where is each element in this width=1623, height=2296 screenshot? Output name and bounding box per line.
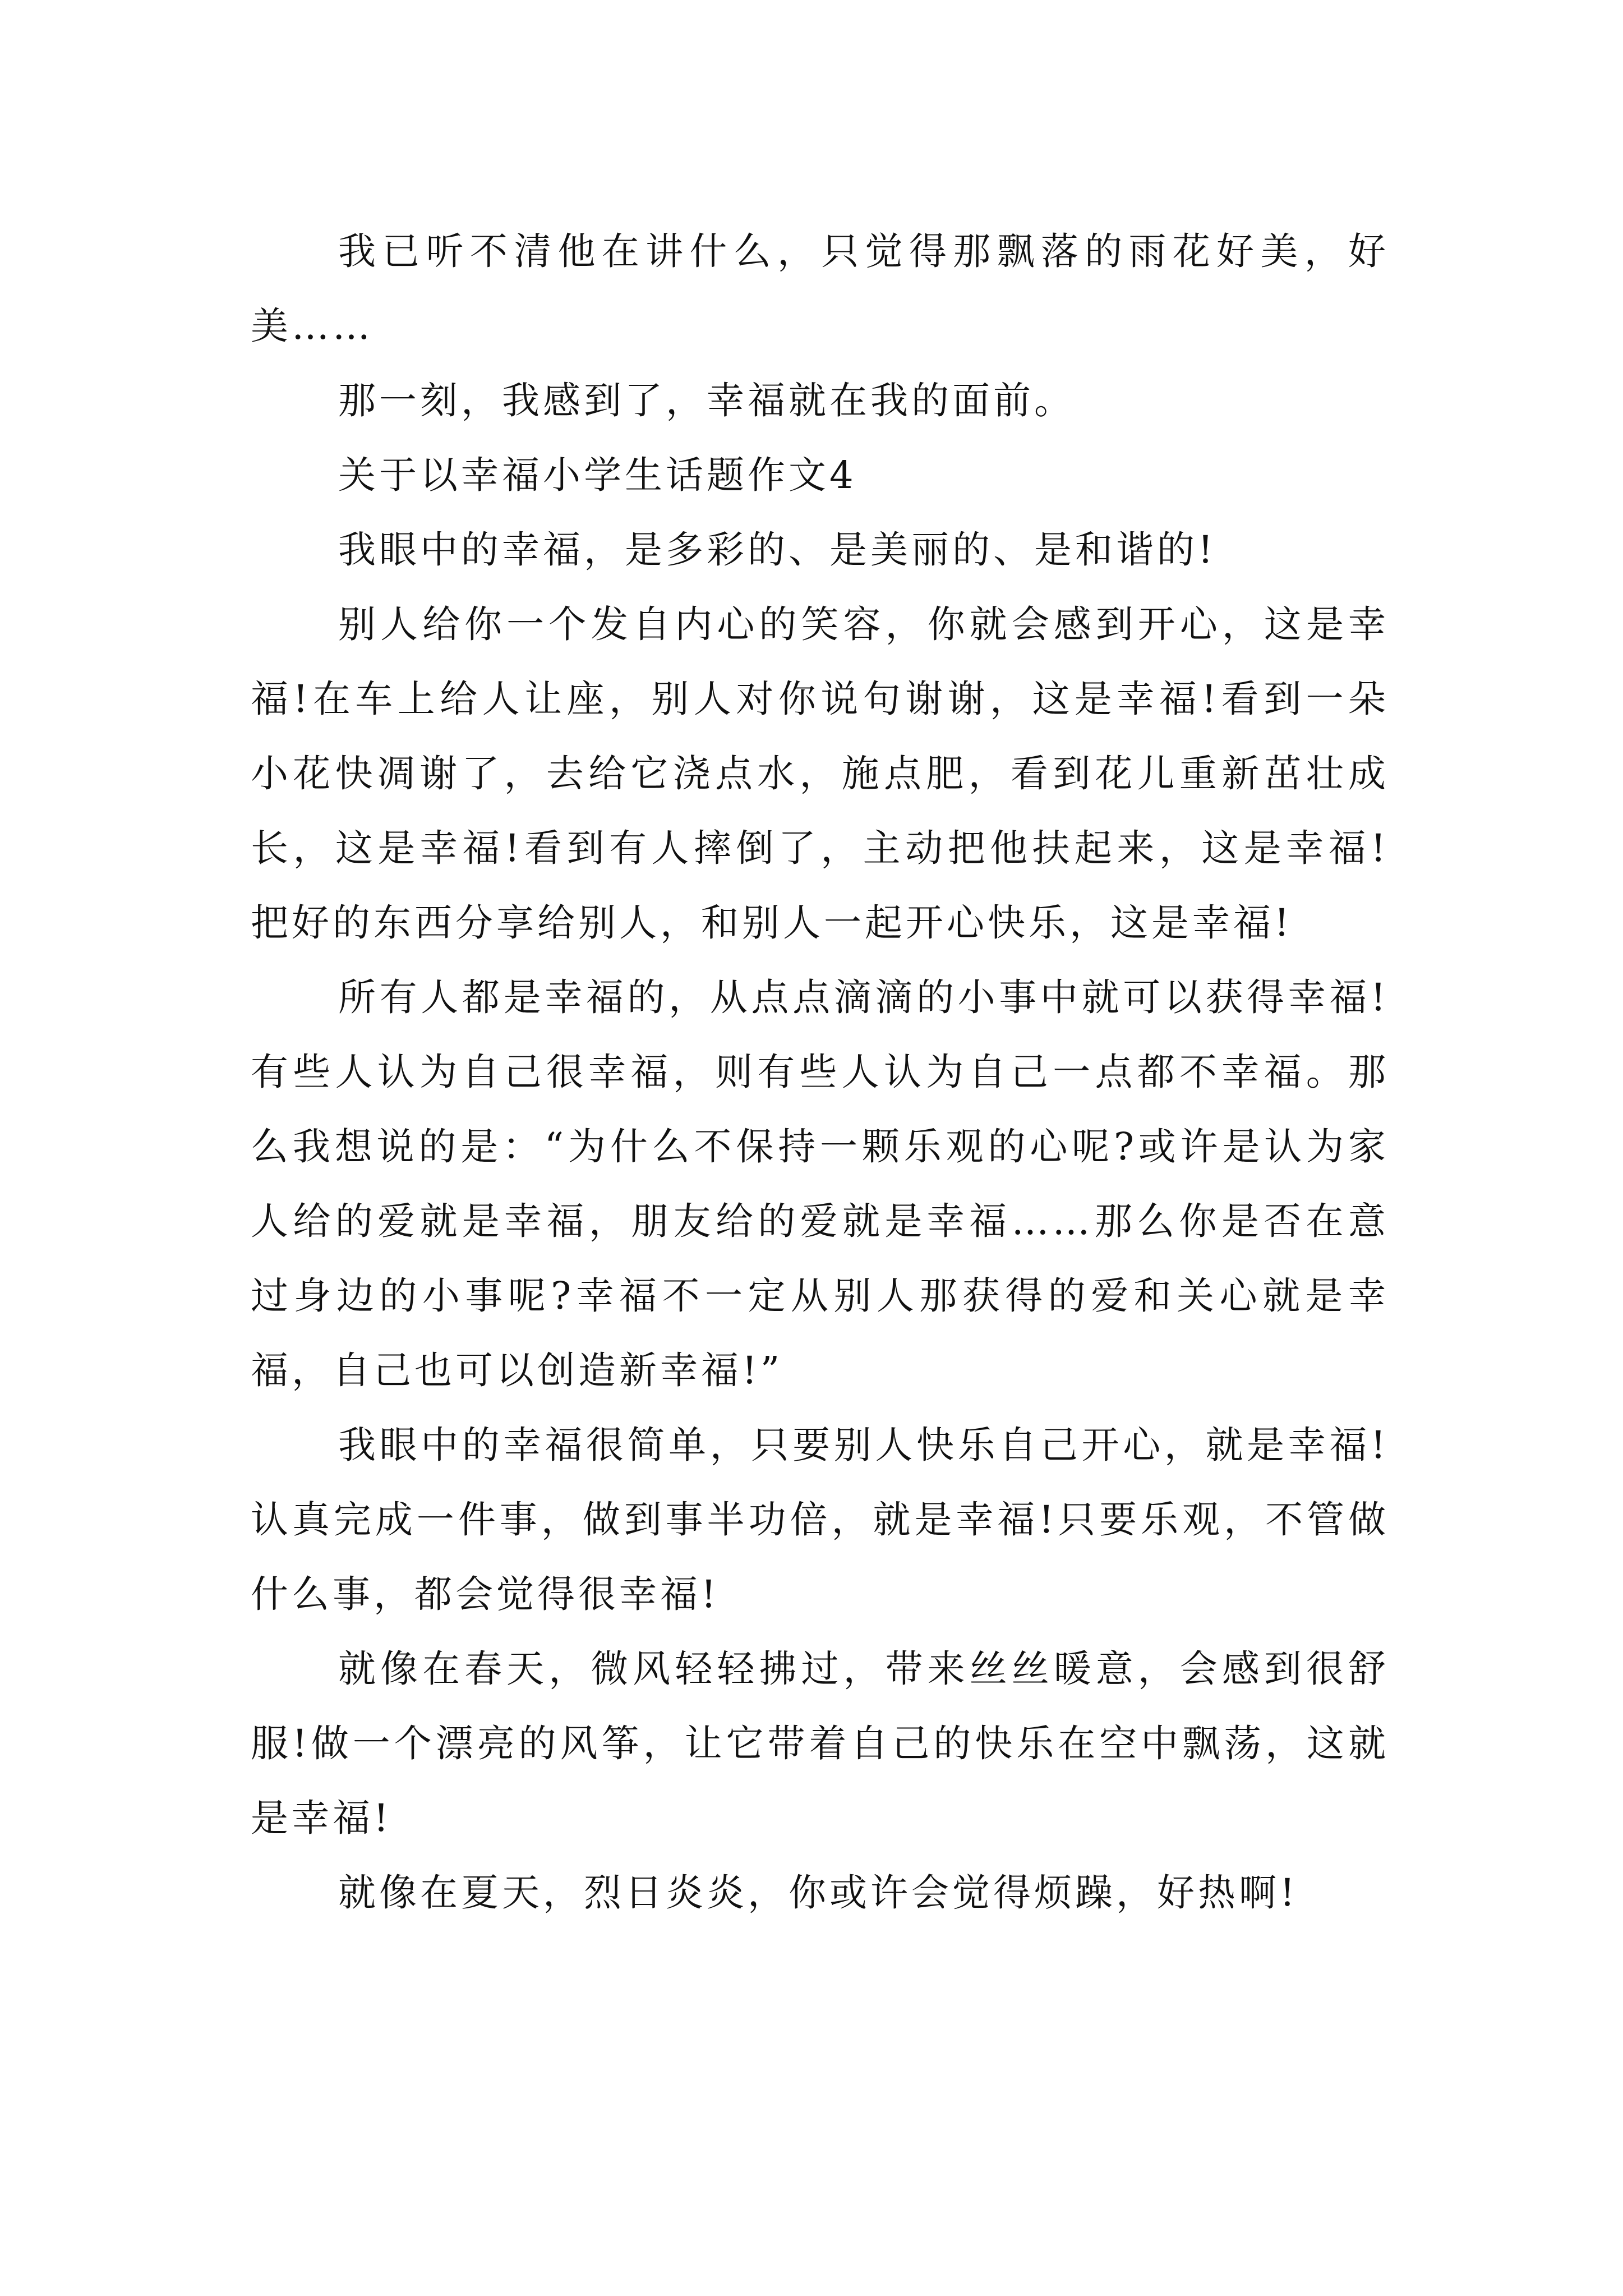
paragraph-examples-of-happiness: 别人给你一个发自内心的笑容，你就会感到开心，这是幸福!在车上给人让座，别人对你说句谢谢，这是幸福!看到一朵小花快凋谢了，去给它浇点水，施点肥，看到花儿重新茁壮成长，这是幸福!看到有人摔倒了，主动把他扶起来，这是幸福!把好的东西分享给别人，和别人一起开心快乐，这是幸福! [251, 602, 1389, 945]
paragraph-summer: 就像在夏天，烈日炎炎，你或许会觉得烦躁，好热啊! [338, 1871, 1298, 1915]
paragraph-happiness-in-my-eyes: 我眼中的幸福，是多彩的、是美丽的、是和谐的! [338, 528, 1216, 572]
paragraph-everyone-is-happy: 所有人都是幸福的，从点点滴滴的小事中就可以获得幸福!有些人认为自己很幸福，则有些人认为自己一点都不幸福。那么我想说的是：“为什么不保持一颗乐观的心呢?或许是认为家人给的爱就是幸福，朋友给的爱就是幸福……那么你是否在意过身边的小事呢?幸福不一定从别人那获得的爱和关心就是幸福，自己也可以创造新幸福!” [251, 976, 1389, 1392]
paragraph-spring: 就像在春天，微风轻轻拂过，带来丝丝暖意，会感到很舒服!做一个漂亮的风筝，让它带着自己的快乐在空中飘荡，这就是幸福! [251, 1647, 1389, 1840]
paragraph-rain-flowers: 我已听不清他在讲什么，只觉得那飘落的雨花好美，好美…… [251, 229, 1389, 348]
paragraph-happiness-before-me: 那一刻，我感到了，幸福就在我的面前。 [338, 379, 1075, 422]
essay-title-4: 关于以幸福小学生话题作文4 [338, 453, 857, 497]
paragraph-simple-happiness: 我眼中的幸福很简单，只要别人快乐自己开心，就是幸福!认真完成一件事，做到事半功倍，就是幸福!只要乐观，不管做什么事，都会觉得很幸福! [251, 1423, 1389, 1616]
document-body [251, 214, 1389, 1930]
